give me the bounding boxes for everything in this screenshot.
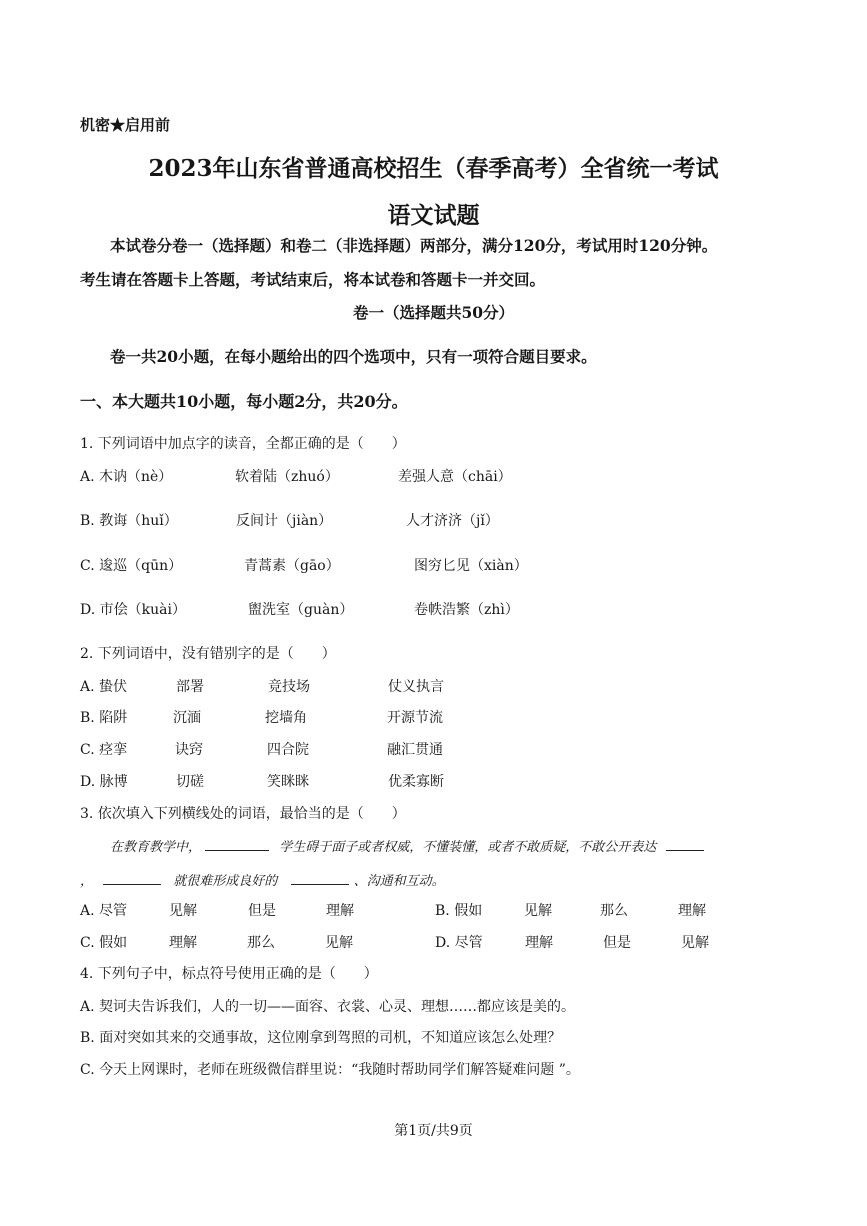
q3-option-d-3: 但是 (603, 935, 631, 951)
q2-option-d-2: 切磋 (176, 774, 204, 790)
q3-option-b-1: B. 假如 (435, 903, 483, 919)
q1-option-b-3: 人才济济（jǐ） (406, 513, 499, 529)
q1-option-b-2: 反间计（jiàn） (236, 513, 333, 529)
q1-option-a-2: 软着陆（zhuó） (235, 469, 339, 485)
q3-option-a-3: 但是 (248, 903, 276, 919)
q1-option-a-3: 差强人意（chāi） (398, 469, 512, 485)
q3-blank-4 (291, 872, 349, 885)
q3-blank-3 (103, 872, 161, 885)
intro-line-2: 考生请在答题卡上答题，考试结束后，将本试卷和答题卡一并交回。 (80, 270, 546, 289)
q3-text-d: 就很难形成良好的 (173, 874, 278, 889)
q3-option-c-3: 那么 (247, 935, 275, 951)
q2-option-c-2: 诀窍 (175, 742, 203, 758)
q3-text-a: 在教育教学中， (110, 840, 202, 855)
q2-option-c-4: 融汇贯通 (387, 742, 443, 758)
q1-option-c-1: C. 逡巡（qūn） (80, 558, 183, 574)
q2-option-c-1: C. 痉挛 (80, 742, 128, 758)
q1-option-a-1: A. 木讷（nè） (80, 469, 173, 485)
q3-option-d-1: D. 尽管 (435, 935, 483, 951)
q4-option-b: B. 面对突如其来的交通事故，这位刚拿到驾照的司机，不知道应该怎么处理？ (80, 1030, 562, 1046)
q2-option-b-4: 开源节流 (387, 710, 443, 726)
section-instruction: 卷一共20小题，在每小题给出的四个选项中，只有一项符合题目要求。 (110, 347, 597, 366)
confidential-label: 机密★启用前 (80, 116, 171, 134)
q3-blank-1 (205, 838, 269, 851)
exam-title: 2023年山东省普通高校招生（春季高考）全省统一考试 (148, 155, 719, 182)
q1-option-c-2: 青蒿素（gāo） (244, 558, 340, 574)
q3-blank-2 (666, 838, 704, 851)
q3-option-b-2: 见解 (524, 903, 552, 919)
subject-title: 语文试题 (387, 202, 480, 229)
question-1-stem: 1. 下列词语中加点字的读音，全都正确的是（ ） (80, 436, 406, 452)
q3-option-d-2: 理解 (525, 935, 553, 951)
q3-option-c-2: 理解 (169, 935, 197, 951)
q1-option-d-1: D. 市侩（kuài） (80, 602, 186, 618)
q2-option-a-4: 仗义执言 (388, 679, 444, 695)
q2-option-d-4: 优柔寡断 (388, 774, 444, 790)
q2-option-a-3: 竞技场 (268, 679, 310, 695)
q3-text-b: 学生碍于面子或者权威，不懂装懂，或者不敢质疑，不敢公开表达 (279, 840, 657, 855)
part-title: 一、本大题共10小题，每小题2分，共20分。 (80, 392, 408, 411)
q3-passage-line-1 (110, 836, 704, 855)
q3-option-a-4: 理解 (326, 903, 354, 919)
question-3-stem: 3. 依次填入下列横线处的词语，最恰当的是（ ） (80, 806, 406, 822)
q1-option-d-3: 卷帙浩繁（zhì） (414, 602, 519, 618)
q2-option-b-2: 沉湎 (173, 710, 201, 726)
q3-option-c-4: 见解 (325, 935, 353, 951)
q2-option-b-1: B. 陷阱 (80, 710, 128, 726)
q3-passage-line-2 (80, 870, 445, 889)
q1-option-c-3: 图穷匕见（xiàn） (414, 558, 528, 574)
q2-option-a-1: A. 蛰伏 (80, 679, 128, 695)
q1-option-d-2: 盥洗室（guàn） (248, 602, 354, 618)
q4-option-a: A. 契诃夫告诉我们，人的一切——面容、衣裳、心灵、理想……都应该是美的。 (80, 999, 576, 1015)
q3-option-b-3: 那么 (600, 903, 628, 919)
q2-option-b-3: 挖墙角 (265, 710, 307, 726)
q3-option-a-1: A. 尽管 (80, 903, 128, 919)
intro-line-1: 本试卷分卷一（选择题）和卷二（非选择题）两部分，满分120分，考试用时120分钟。 (110, 236, 718, 255)
section-title: 卷一（选择题共50分） (352, 303, 515, 322)
q2-option-c-3: 四合院 (267, 742, 309, 758)
q3-option-d-4: 见解 (681, 935, 709, 951)
q1-option-b-1: B. 教诲（huǐ） (80, 513, 178, 529)
question-4-stem: 4. 下列句子中，标点符号使用正确的是（ ） (80, 966, 378, 982)
q3-option-c-1: C. 假如 (80, 935, 128, 951)
q4-option-c: C. 今天上网课时，老师在班级微信群里说：“我随时帮助同学们解答疑难问题 ”。 (80, 1062, 580, 1078)
q3-text-c: ， (80, 874, 94, 889)
q3-option-a-2: 见解 (169, 903, 197, 919)
question-2-stem: 2. 下列词语中，没有错别字的是（ ） (80, 646, 336, 662)
q2-option-a-2: 部署 (176, 679, 204, 695)
q2-option-d-3: 笑眯眯 (267, 774, 309, 790)
q2-option-d-1: D. 脉博 (80, 774, 128, 790)
page-number: 第1页/共9页 (394, 1123, 473, 1139)
q3-option-b-4: 理解 (678, 903, 706, 919)
q3-text-e: 、沟通和互动。 (353, 874, 445, 889)
